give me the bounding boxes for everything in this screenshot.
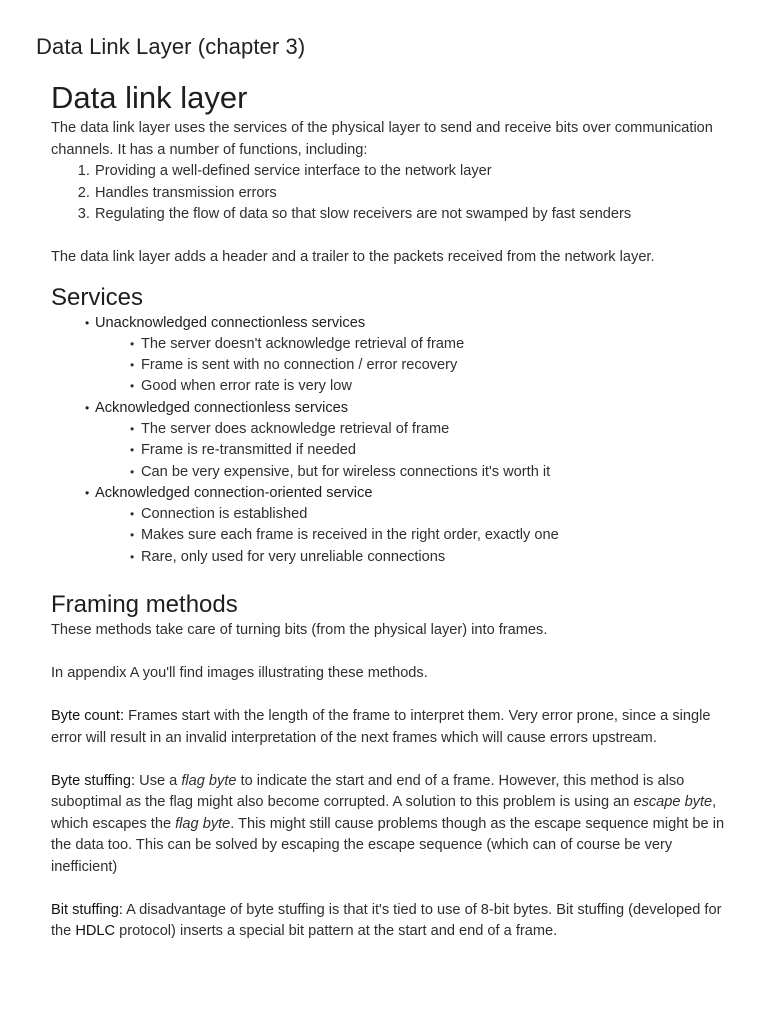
service-points xyxy=(85,334,741,398)
function-item: 1. Providing a well-defined service interface to the network layer xyxy=(94,161,741,183)
service-point: • Makes sure each frame is received in the right order, exactly one xyxy=(85,525,741,546)
service-item xyxy=(51,398,741,483)
service-point: • Rare, only used for very unreliable connections xyxy=(85,547,741,568)
service-label: • Unacknowledged connectionless services xyxy=(85,313,741,334)
byte-stuffing-term: Byte stuffing: xyxy=(51,772,136,789)
service-points xyxy=(85,419,741,483)
byte-stuffing-text: to indicate the start and end of a frame. However, this method is also suboptimal as the flag might also become corrupted. A solution to this problem is using an xyxy=(51,772,685,811)
byte-stuffing-text: Use a xyxy=(135,772,182,789)
service-point: • Frame is re-transmitted if needed xyxy=(85,440,741,461)
bit-stuffing-text: A disadvantage of byte stuffing is that it's tied to use of 8-bit bytes. Bit stuffing (developed for the xyxy=(51,901,722,940)
appendix-note: In appendix A you'll find images illustrating these methods. xyxy=(51,665,428,682)
function-item: 2. Handles transmission errors xyxy=(94,183,741,205)
services-list xyxy=(51,313,741,569)
byte-stuffing-text: , which escapes the xyxy=(51,794,717,832)
service-item xyxy=(51,313,741,398)
section-heading-data-link-layer: Data link layer xyxy=(51,80,248,115)
header-trailer-paragraph: The data link layer adds a header and a trailer to the packets received from the network layer. xyxy=(51,249,655,265)
hdlc-term: HDLC xyxy=(75,923,116,940)
byte-count-term: Byte count: xyxy=(51,708,125,725)
document-title: Data Link Layer (chapter 3) xyxy=(36,34,306,59)
service-points xyxy=(85,504,741,568)
service-label: • Acknowledged connectionless services xyxy=(85,398,741,419)
bit-stuffing-term: Bit stuffing: xyxy=(51,901,123,918)
bit-stuffing-text: protocol) inserts a special bit pattern at the start and end of a frame. xyxy=(115,923,558,940)
section-heading-framing-methods: Framing methods xyxy=(51,591,238,619)
function-item: 3. Regulating the flow of data so that slow receivers are not swamped by fast senders xyxy=(94,204,741,226)
flag-byte-term: flag byte xyxy=(181,772,237,789)
flag-byte-term: flag byte xyxy=(175,815,231,832)
service-item xyxy=(51,483,741,568)
section-heading-services: Services xyxy=(51,283,144,311)
framing-section xyxy=(51,590,741,943)
service-point: • The server doesn't acknowledge retrieval of frame xyxy=(85,334,741,355)
escape-byte-term: escape byte xyxy=(633,794,713,811)
byte-count-text: Frames start with the length of the frame to interpret them. Very error prone, since a single error will result in an invalid interpretation of the next frames which will cause errors upstream. xyxy=(51,708,711,746)
document-body xyxy=(51,78,741,943)
service-point: • Can be very expensive, but for wireless connections it's worth it xyxy=(85,462,741,483)
service-point: • Good when error rate is very low xyxy=(85,376,741,397)
functions-list xyxy=(51,161,741,226)
byte-stuffing-paragraph xyxy=(51,771,741,879)
service-point: • Frame is sent with no connection / error recovery xyxy=(85,355,741,376)
service-point: • The server does acknowledge retrieval of frame xyxy=(85,419,741,440)
service-label: • Acknowledged connection-oriented service xyxy=(85,483,741,504)
byte-count-paragraph xyxy=(51,706,741,749)
intro-paragraph: The data link layer uses the services of the physical layer to send and receive bits over communication channels. It has a number of functions, including: xyxy=(51,120,713,158)
byte-stuffing-text: . This might still cause problems though as the escape sequence might be in the data too. This can be solved by escaping the escape sequence (which can of course be very inefficient) xyxy=(51,815,725,875)
bit-stuffing-paragraph xyxy=(51,900,741,943)
service-point: • Connection is established xyxy=(85,504,741,525)
framing-intro: These methods take care of turning bits (from the physical layer) into frames. xyxy=(51,622,548,639)
services-section xyxy=(51,283,741,569)
